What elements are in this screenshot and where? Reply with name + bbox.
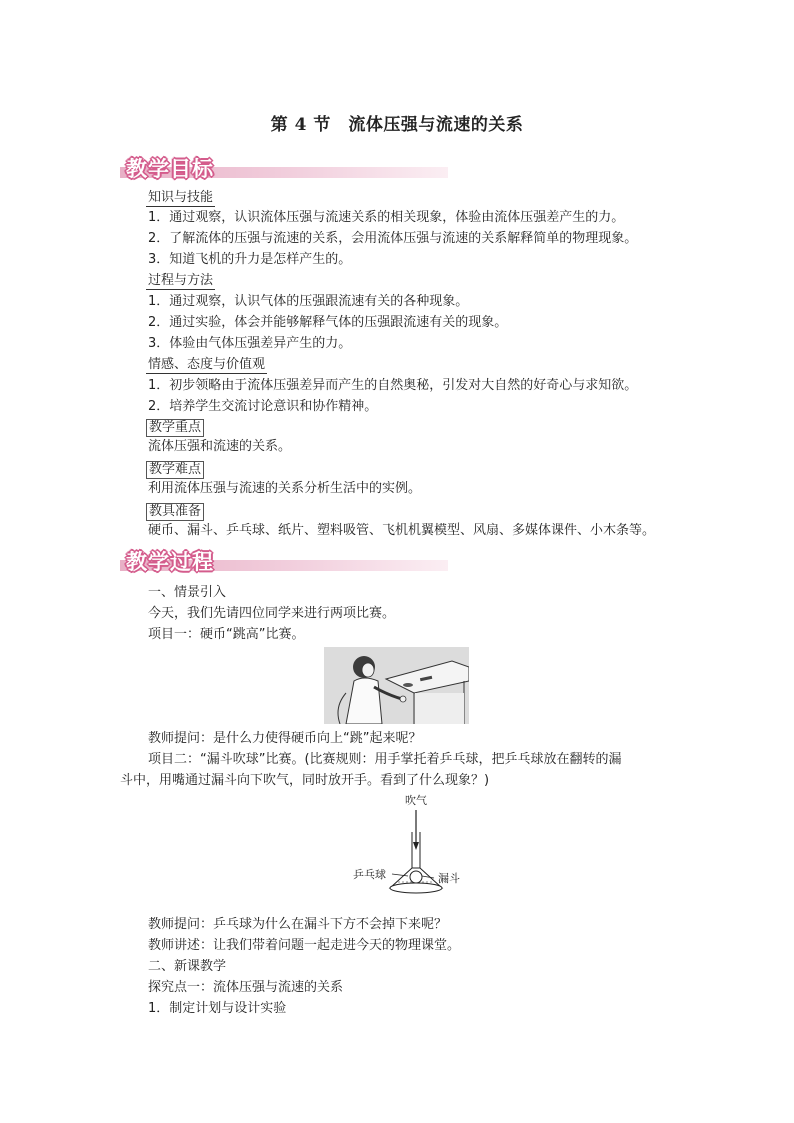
knowledge-item-1: 1．通过观察，认识流体压强与流速关系的相关现象，体验由流体压强差产生的力。 [148,210,625,225]
emotion-item-1: 1．初步领略由于流体压强差异而产生的自然奥秘，引发对大自然的好奇心与求知欲。 [148,378,638,393]
question-two: 教师提问：乒乓球为什么在漏斗下方不会掉下来呢？ [148,917,448,932]
label-ball: 乒乓球 [353,868,386,881]
label-blow: 吹气 [405,794,427,807]
page-title: 第 4 节 流体压强与流速的关系 [270,115,524,135]
intro-heading: 一、情景引入 [148,585,227,600]
item-two-line-2: 斗中，用嘴通过漏斗向下吹气，同时放开手。看到了什么现象？) [120,773,490,788]
process-item-1: 1．通过观察，认识气体的压强跟流速有关的各种现象。 [148,294,469,309]
tools-text: 硬币、漏斗、乒乓球、纸片、塑料吸管、飞机机翼模型、风扇、多媒体课件、小木条等。 [148,523,656,538]
difficulty-heading: 教学难点 [146,461,204,479]
label-funnel: 漏斗 [438,872,460,885]
teacher-lecture: 教师讲述：让我们带着问题一起走进今天的物理课堂。 [148,938,461,953]
emotion-heading: 情感、态度与价值观 [148,357,266,372]
process-item-3: 3．体验由气体压强差异产生的力。 [148,336,352,351]
intro-text: 今天，我们先请四位同学来进行两项比赛。 [148,606,396,621]
new-lesson-heading: 二、新课教学 [148,959,227,974]
tools-heading: 教具准备 [146,503,204,521]
plan-step: 1．制定计划与设计实验 [148,1001,287,1016]
process-method-heading: 过程与方法 [148,273,214,288]
objectives-banner [120,155,448,181]
knowledge-item-3: 3．知道飞机的升力是怎样产生的。 [148,252,352,267]
item-two-line-1: 项目二：“漏斗吹球”比赛。(比赛规则：用手掌托着乒乓球，把乒乓球放在翻转的漏 [148,752,622,767]
process-item-2: 2．通过实验，体会并能够解释气体的压强跟流速有关的现象。 [148,315,508,330]
knowledge-heading: 知识与技能 [148,190,214,205]
funnel-drawing [350,792,480,904]
coin-jump-drawing [324,647,469,724]
banner-label: 教学目标 [126,157,214,181]
process-banner [120,548,448,574]
key-point-text: 流体压强和流速的关系。 [148,439,292,454]
knowledge-item-2: 2．了解流体的压强与流速的关系，会用流体压强与流速的关系解释简单的物理现象。 [148,231,638,246]
difficulty-text: 利用流体压强与流速的关系分析生活中的实例。 [148,481,422,496]
explore-point-one: 探究点一：流体压强与流速的关系 [148,980,344,995]
emotion-item-2: 2．培养学生交流讨论意识和协作精神。 [148,399,378,414]
funnel-ball-diagram [350,792,480,904]
banner-label: 教学过程 [126,550,214,574]
item-one: 项目一：硬币“跳高”比赛。 [148,627,305,642]
question-one: 教师提问：是什么力使得硬币向上“跳”起来呢？ [148,731,422,746]
coin-jump-illustration [324,647,469,724]
key-point-heading: 教学重点 [146,419,204,437]
